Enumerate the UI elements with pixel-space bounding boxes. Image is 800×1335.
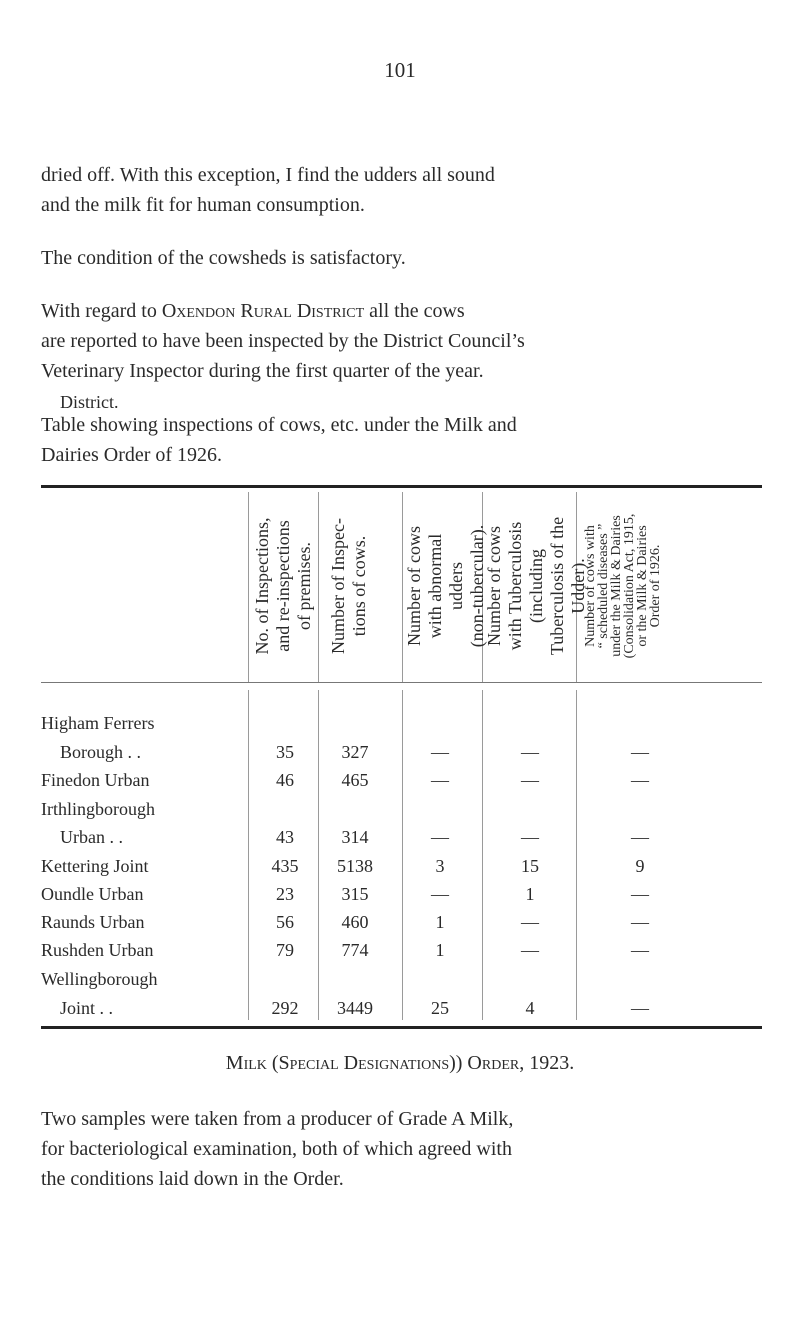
cell-inspections: 79	[276, 940, 294, 960]
paragraph-line: Dairies Order of 1926.	[41, 444, 223, 466]
header-line: Udder).	[568, 558, 588, 614]
header-tuberculosis	[484, 496, 589, 676]
cell-inspections: 43	[276, 827, 294, 847]
cell-abnormal: —	[431, 884, 449, 904]
cell-inspections: 23	[276, 884, 294, 904]
cell-tuberculosis: 1	[525, 884, 535, 904]
cell-scheduled: 9	[635, 856, 645, 876]
row-district: Higham Ferrers	[41, 713, 155, 733]
header-line: Number of cows	[484, 526, 504, 646]
column-divider	[248, 492, 249, 682]
cell-inspections: 46	[276, 770, 294, 790]
row-district: Rushden Urban	[41, 940, 154, 960]
paragraph-line: are reported to have been inspected by the District Council’s	[41, 330, 525, 352]
paragraph-text: With regard to	[41, 300, 162, 322]
header-line: Tuberculosis of the	[547, 516, 567, 656]
cell-cow-inspections: 465	[341, 770, 369, 790]
header-scheduled-diseases	[584, 496, 662, 676]
header-district: District.	[60, 392, 119, 412]
paragraph-line: dried off. With this exception, I find the udders all sound	[41, 164, 495, 186]
cell-tuberculosis: —	[521, 912, 539, 932]
header-line: “ scheduled diseases ”	[596, 523, 611, 649]
row-district: Oundle Urban	[41, 884, 144, 904]
cell-scheduled: —	[631, 884, 649, 904]
cell-abnormal: —	[431, 742, 449, 762]
header-line: Number of cows	[404, 526, 424, 646]
header-line: with abnormal	[425, 533, 445, 639]
row-district: Raunds Urban	[41, 912, 145, 932]
row-district: Wellingborough	[41, 969, 158, 989]
cell-abnormal: 3	[435, 856, 445, 876]
column-divider	[402, 690, 403, 1020]
cell-cow-inspections: 774	[341, 940, 369, 960]
paragraph-line: for bacteriological examination, both of which agreed with	[41, 1138, 512, 1160]
cell-cow-inspections: 5138	[337, 856, 373, 876]
header-line: Number of Inspec-	[328, 518, 348, 654]
column-divider	[576, 690, 577, 1020]
row-district: Urban . .	[60, 827, 123, 847]
cell-scheduled: —	[631, 912, 649, 932]
cell-abnormal: 25	[431, 998, 449, 1018]
header-line: and re-inspections	[273, 520, 293, 652]
paragraph-line: and the milk fit for human consumption.	[41, 194, 365, 216]
cell-tuberculosis: —	[521, 770, 539, 790]
cell-scheduled: —	[631, 940, 649, 960]
row-district: Joint . .	[60, 998, 114, 1018]
cell-scheduled: —	[631, 827, 649, 847]
paragraph-line: the conditions laid down in the Order.	[41, 1168, 344, 1190]
header-line: under the Milk & Dairies	[609, 515, 624, 657]
cell-scheduled: —	[631, 742, 649, 762]
cell-abnormal: —	[431, 770, 449, 790]
paragraph-line: The condition of the cowsheds is satisfactory.	[41, 247, 406, 269]
cell-tuberculosis: —	[521, 827, 539, 847]
table-bottom-rule	[41, 1026, 762, 1029]
header-line: (non-tubercular).	[467, 524, 487, 648]
table-top-rule	[41, 485, 762, 488]
column-divider	[402, 492, 403, 682]
cell-tuberculosis: 4	[525, 998, 535, 1018]
paragraph-line: Veterinary Inspector during the first quarter of the year.	[41, 360, 484, 382]
cell-scheduled: —	[631, 770, 649, 790]
paragraph-line: Two samples were taken from a producer of Grade A Milk,	[41, 1108, 514, 1130]
cell-cow-inspections: 327	[341, 742, 369, 762]
cell-tuberculosis: 15	[521, 856, 539, 876]
cell-inspections: 56	[276, 912, 294, 932]
paragraph-line	[41, 296, 765, 326]
header-inspections	[252, 496, 315, 676]
cell-cow-inspections: 3449	[337, 998, 373, 1018]
column-divider	[248, 690, 249, 1020]
header-line: Number of cows with	[583, 525, 598, 647]
cell-abnormal: 1	[435, 912, 445, 932]
row-district: Kettering Joint	[41, 856, 149, 876]
paragraph-text: all the cows	[364, 300, 465, 322]
header-line: No. of Inspections,	[252, 517, 272, 655]
header-line: udders	[446, 562, 466, 610]
header-abnormal-udders	[404, 496, 488, 676]
table-header-rule	[41, 682, 762, 683]
header-line: with Tuberculosis	[505, 521, 525, 651]
column-divider	[482, 690, 483, 1020]
row-district: Borough . .	[60, 742, 141, 762]
header-line: Order of 1926.	[648, 544, 663, 628]
cell-scheduled: —	[631, 998, 649, 1018]
header-line: tions of cows.	[349, 535, 369, 637]
cell-abnormal: —	[431, 827, 449, 847]
cell-abnormal: 1	[435, 940, 445, 960]
header-line: (Consolidation Act, 1915,	[622, 513, 637, 659]
row-district: Finedon Urban	[41, 770, 150, 790]
cell-tuberculosis: —	[521, 940, 539, 960]
section-heading: Milk (Special Designations)) Order, 1923.	[225, 1052, 575, 1074]
cell-cow-inspections: 315	[341, 884, 369, 904]
row-district: Irthlingborough	[41, 799, 155, 819]
header-line: of premises.	[294, 542, 314, 630]
cell-inspections: 435	[271, 856, 299, 876]
header-line: or the Milk & Dairies	[635, 525, 650, 647]
page-number: 101	[384, 58, 416, 82]
cell-cow-inspections: 460	[341, 912, 369, 932]
cell-cow-inspections: 314	[341, 827, 369, 847]
paragraph-line: Table showing inspections of cows, etc. under the Milk and	[41, 414, 517, 436]
column-divider	[318, 492, 319, 682]
cell-tuberculosis: —	[521, 742, 539, 762]
cell-inspections: 292	[271, 998, 299, 1018]
header-cow-inspections	[328, 496, 370, 676]
cell-inspections: 35	[276, 742, 294, 762]
district-name: Oxendon Rural District	[161, 300, 365, 322]
header-line: (including	[526, 549, 546, 623]
column-divider	[318, 690, 319, 1020]
